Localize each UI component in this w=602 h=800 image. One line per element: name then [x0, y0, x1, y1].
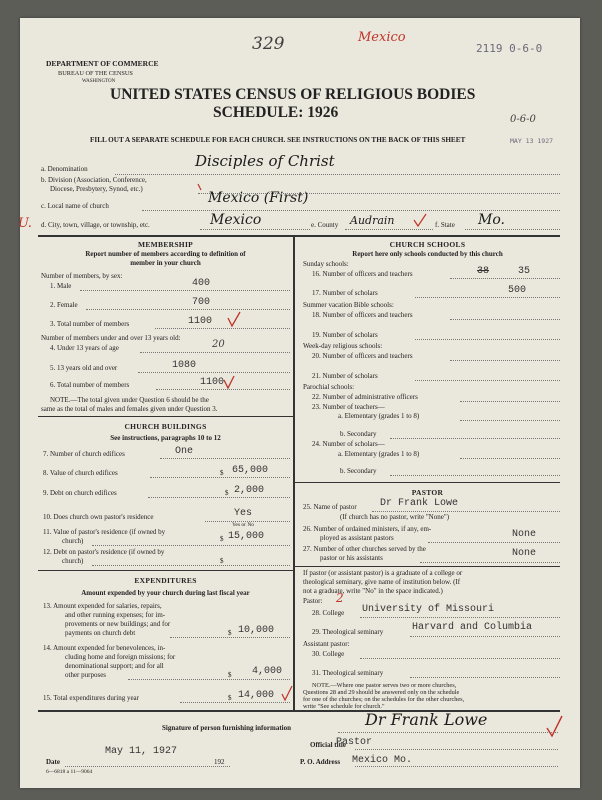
department: DEPARTMENT OF COMMERCE	[46, 59, 159, 68]
q1-value: 400	[192, 278, 211, 289]
membership-title: MEMBERSHIP	[137, 240, 194, 249]
city-label: d. City, town, village, or township, etc.	[41, 221, 150, 229]
local-name-label: c. Local name of church	[41, 202, 109, 210]
margin-mark: U.	[18, 216, 32, 231]
q11-label-1: 11. Value of pastor's residence (if owned by	[43, 528, 166, 536]
denomination-value: Disciples of Christ	[195, 152, 335, 170]
age-note: 20	[212, 339, 225, 350]
q14-line-2: cluding home and foreign missions; for	[65, 653, 176, 661]
q5-label: 5. 13 years old and over	[50, 364, 118, 372]
q31-label: 31. Theological seminary	[312, 669, 384, 677]
q22-label: 22. Number of administrative officers	[312, 393, 418, 401]
q1-label: 1. Male	[50, 282, 72, 290]
city-value: Mexico	[210, 212, 262, 228]
sunday-label: Sunday schools:	[303, 260, 349, 268]
buildings-title: CHURCH BUILDINGS	[124, 422, 207, 431]
q16-label: 16. Number of officers and teachers	[312, 270, 413, 278]
q18-label: 18. Number of officers and teachers	[312, 311, 413, 319]
q23a-label: a. Elementary (grades 1 to 8)	[338, 412, 420, 420]
check-icon-q3	[228, 312, 240, 326]
by-sex-label: Number of members, by sex:	[41, 272, 123, 280]
parochial-label: Parochial schools:	[303, 383, 355, 391]
q9-value: 2,000	[234, 485, 265, 496]
census-schedule-page	[20, 18, 580, 788]
assistant-label: Assistant pastor:	[303, 640, 350, 648]
q7-label: 7. Number of church edifices	[43, 450, 125, 458]
q8-label: 8. Value of church edifices	[43, 469, 118, 477]
schedule-number: 329	[252, 34, 285, 54]
graduate-note-3: not a graduate, write "No" in the space indicated.)	[303, 587, 443, 595]
q6-value: 1100	[200, 377, 225, 388]
check-icon-division	[198, 184, 201, 190]
form-code: 6—6818 a 11—9064	[46, 769, 93, 775]
form-subtitle: SCHEDULE: 1926	[213, 104, 339, 121]
pastor-note-4: write "See schedule for church."	[303, 703, 385, 710]
q26-label-2: ployed as assistant pastors	[320, 534, 394, 542]
q9-dollar: $	[225, 489, 229, 497]
po-address-label: P. O. Address	[300, 758, 341, 766]
division-label-1: b. Division (Association, Conference,	[41, 176, 147, 184]
q15-label: 15. Total expenditures during year	[43, 694, 139, 702]
q13-line-1: 13. Amount expended for salaries, repairs,	[43, 602, 162, 610]
q13-line-4: payments on church debt	[65, 629, 136, 637]
q12-dollar: $	[220, 557, 224, 565]
q27-value: None	[512, 548, 537, 559]
q16-old-value: 38	[477, 266, 490, 277]
pastor-sub-label: Pastor:	[303, 597, 323, 605]
q28-label: 28. College	[312, 609, 345, 617]
q26-label-1: 26. Number of ordained ministers, if any, em-	[303, 525, 432, 533]
q14-dollar: $	[228, 671, 232, 679]
state-value: Mo.	[478, 212, 505, 228]
official-title-value: Pastor	[336, 737, 373, 748]
q3-label: 3. Total number of members	[50, 320, 130, 328]
q13-value: 10,000	[238, 625, 275, 636]
q2-value: 700	[192, 297, 211, 308]
q8-dollar: $	[220, 469, 224, 477]
membership-note-2: same as the total of males and females given under Question 3.	[41, 405, 218, 413]
local-name-value: Mexico (First)	[208, 190, 309, 206]
form-title: UNITED STATES CENSUS OF RELIGIOUS BODIES	[110, 86, 476, 103]
q13-dollar: $	[228, 629, 232, 637]
q24b-label: b. Secondary	[340, 467, 377, 475]
graduate-note-1: If pastor (or assistant pastor) is a graduate of a college or	[303, 569, 463, 577]
q25-label: 25. Name of pastor	[303, 503, 357, 511]
q23b-label: b. Secondary	[340, 430, 377, 438]
q4-label: 4. Under 13 years of age	[50, 344, 119, 352]
official-title-label: Official title	[310, 741, 346, 749]
weekday-label: Week-day religious schools:	[303, 342, 383, 350]
check-icon-q6	[224, 376, 234, 388]
q6-label: 6. Total number of members	[50, 381, 130, 389]
q2-label: 2. Female	[50, 301, 78, 309]
expenditures-intro: Amount expended by your church during last fiscal year	[81, 589, 250, 597]
membership-intro-1: Report number of members according to definition of	[85, 250, 246, 258]
schools-intro: Report here only schools conducted by this church	[352, 250, 503, 258]
yes-no-hint: Yes or No	[232, 522, 255, 528]
membership-intro-2: member in your church	[130, 259, 201, 267]
year-suffix: 192	[214, 758, 225, 766]
form-instruction: FILL OUT A SEPARATE SCHEDULE FOR EACH CHURCH. SEE INSTRUCTIONS ON THE BACK OF THIS SHEET	[90, 136, 466, 144]
date-value: May 11, 1927	[105, 746, 178, 757]
q8-value: 65,000	[232, 465, 269, 476]
q17-label: 17. Number of scholars	[312, 289, 378, 297]
check-icon-q15	[282, 686, 292, 700]
q25-note: (If church has no pastor, write "None")	[340, 513, 450, 521]
bureau: BUREAU OF THE CENSUS	[58, 70, 133, 77]
q15-value: 14,000	[238, 690, 275, 701]
q14-line-1: 14. Amount expended for benevolences, in-	[43, 644, 166, 652]
q14-value: 4,000	[252, 666, 283, 677]
pastor-title: PASTOR	[411, 488, 444, 497]
graduate-note-2: theological seminary, give name of institution below. (If	[303, 578, 461, 586]
q26-value: None	[512, 529, 537, 540]
q11-value: 15,000	[228, 531, 265, 542]
age-intro: Number of members under and over 13 years old:	[41, 334, 181, 342]
signature-label: Signature of person furnishing information	[162, 724, 291, 732]
pastor-note-3: for one of the churches; on the schedules for the other churches,	[303, 696, 465, 703]
pastor-note-2: Questions 28 and 29 should be answered only on the schedule	[303, 689, 460, 696]
q23-label: 23. Number of teachers—	[312, 403, 385, 411]
q24-label: 24. Number of scholars—	[312, 440, 385, 448]
summer-label: Summer vacation Bible schools:	[303, 301, 394, 309]
q13-line-3: provements or new buildings; and for	[65, 620, 171, 628]
q15-dollar: $	[228, 694, 232, 702]
date-label: Date	[46, 758, 60, 766]
q9-label: 9. Debt on church edifices	[43, 489, 117, 497]
schools-title: CHURCH SCHOOLS	[389, 240, 466, 249]
corner-code: 0-6-0	[510, 114, 536, 125]
q20-label: 20. Number of officers and teachers	[312, 352, 413, 360]
signature-value: Dr Frank Lowe	[365, 710, 488, 729]
q30-label: 30. College	[312, 650, 345, 658]
received-stamp: MAY 13 1927	[510, 137, 554, 145]
q14-line-4: other purposes	[65, 671, 107, 679]
check-icon-county	[414, 214, 426, 226]
q10-value: Yes	[234, 508, 253, 519]
q7-value: One	[175, 446, 194, 457]
q11-label-2: church)	[62, 537, 84, 545]
q27-label-2: pastor or his assistants	[320, 554, 383, 562]
q19-label: 19. Number of scholars	[312, 331, 378, 339]
division-label-2: Diocese, Presbytery, Synod, etc.)	[50, 185, 143, 193]
county-value: Audrain	[350, 214, 395, 227]
q28-value: University of Missouri	[362, 604, 495, 615]
q5-value: 1080	[172, 360, 197, 371]
q21-label: 21. Number of scholars	[312, 372, 378, 380]
q14-line-3: denominational support; and for all	[65, 662, 164, 670]
pastor-note-1: NOTE.—Where one pastor serves two or more churches,	[312, 682, 457, 689]
q29-value: Harvard and Columbia	[412, 622, 533, 633]
state-label: f. State	[435, 221, 455, 229]
q29-label: 29. Theological seminary	[312, 628, 384, 636]
membership-note-1: NOTE.—The total given under Question 6 should be the	[50, 396, 209, 404]
city: WASHINGTON	[82, 79, 116, 84]
q3-value: 1100	[188, 316, 213, 327]
denomination-label: a. Denomination	[41, 165, 88, 173]
q10-label: 10. Does church own pastor's residence	[43, 513, 154, 521]
expenditures-title: EXPENDITURES	[134, 576, 197, 585]
file-code: 2119 0-6-0	[476, 42, 543, 55]
po-address-value: Mexico Mo.	[352, 755, 413, 766]
q17-value: 500	[508, 285, 527, 296]
q27-label-1: 27. Number of other churches served by the	[303, 545, 426, 553]
check-icon-corner	[547, 716, 562, 736]
buildings-sub: See instructions, paragraphs 10 to 12	[110, 434, 221, 442]
q11-dollar: $	[220, 535, 224, 543]
q12-label-1: 12. Debt on pastor's residence (if owned by	[43, 548, 165, 556]
q24a-label: a. Elementary (grades 1 to 8)	[338, 450, 420, 458]
check-marks-overlay	[20, 18, 580, 788]
state-note: Mexico	[358, 30, 406, 45]
county-label: e. County	[311, 221, 339, 229]
q25-value: Dr Frank Lowe	[380, 498, 459, 509]
q16-value: 35	[518, 266, 531, 277]
q13-line-2: and other running expenses; for im-	[65, 611, 166, 619]
q12-label-2: church)	[62, 557, 84, 565]
pastor-mark: 2	[336, 591, 344, 605]
